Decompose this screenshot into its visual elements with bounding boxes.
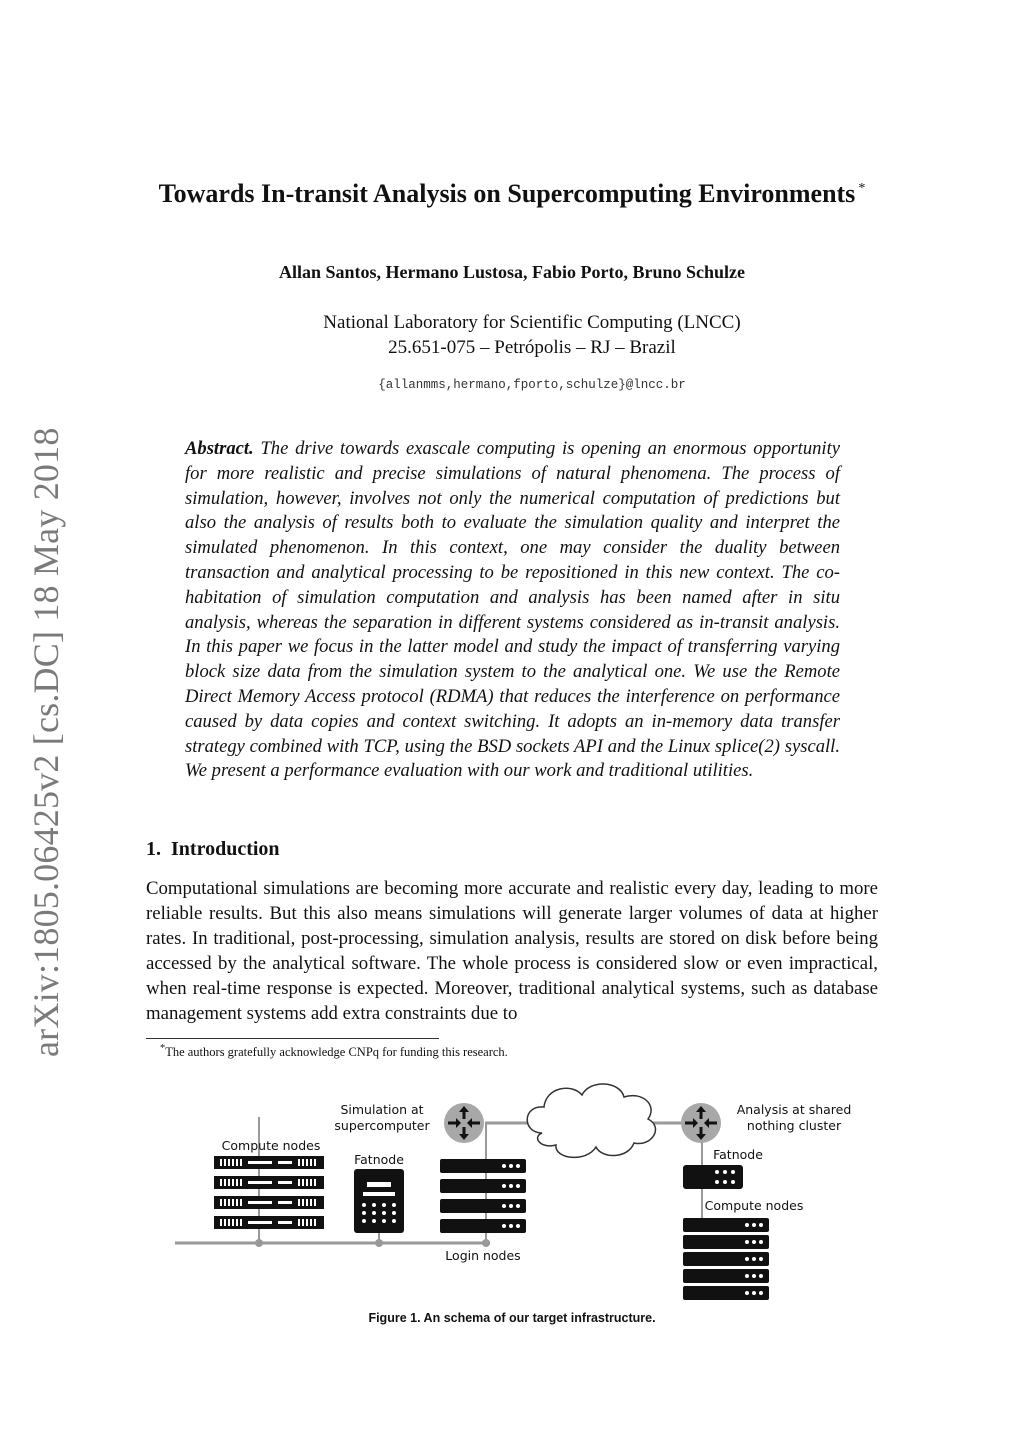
- internet-cloud-icon: [527, 1084, 655, 1157]
- label-fatnode-left: Fatnode: [354, 1152, 404, 1167]
- figure-caption: Figure 1. An schema of our target infrastructure.: [368, 1311, 656, 1325]
- affiliation-line-1: National Laboratory for Scientific Computing (LNCC): [323, 312, 741, 333]
- affiliation: [146, 310, 918, 360]
- intro-paragraph: Computational simulations are becoming more accurate and realistic every day, leading to more reliable results. But this also means simulations will generate larger volumes of data at higher rates. In traditional, post-processing, simulation analysis, results are stored on disk before being accessed by the analytical software. The whole process is considered slow or even impractical, when real-time response is expected. Moreover, traditional analytical systems, such as database management systems add extra constraints due to: [146, 878, 878, 1024]
- label-fatnode-right: Fatnode: [713, 1147, 763, 1162]
- abstract-text: The drive towards exascale computing is opening an enormous opportunity for more realistic and precise simulations of natural phenomena. The process of simulation, however, involves not only the numerical computation of predictions but also the analysis of results both to evaluate the simulation quality and interpret the simulated phenomenon. In this context, one may consider the duality between transaction and analytical processing to be repositioned in this new context. The co-habitation of simulation computation and analysis has been named after in situ analysis, whereas the separation in different systems considered as in-transit analysis. In this paper we focus in the latter model and study the impact of transferring varying block size data from the simulation system to the analytical one. We use the Remote Direct Memory Access protocol (RDMA) that reduces the interference on performance caused by data copies and context switching. It adopts an in-memory data transfer strategy combined with TCP, using the BSD sockets API and the Linux splice(2) syscall. We present a performance evaluation with our work and traditional utilities.: [185, 438, 840, 782]
- login-nodes-rack: [440, 1159, 526, 1233]
- label-simulation-line-2: supercomputer: [334, 1118, 430, 1133]
- affiliation-line-2: 25.651-075 – Petrópolis – RJ – Brazil: [388, 337, 676, 358]
- footnote-divider: [146, 1038, 439, 1039]
- section-title: Introduction: [171, 838, 280, 860]
- label-simulation-line-1: Simulation at: [340, 1102, 424, 1117]
- label-compute-nodes-left: Compute nodes: [221, 1138, 321, 1153]
- footnote: [160, 1043, 508, 1060]
- section-number: 1.: [146, 838, 161, 860]
- arxiv-identifier: arXiv:1805.06425v2 [cs.DC] 18 May 2018: [26, 427, 66, 1057]
- author-list: Allan Santos, Hermano Lustosa, Fabio Porto, Bruno Schulze: [278, 262, 746, 282]
- compute-nodes-left-rack: [214, 1156, 324, 1229]
- label-login-nodes: Login nodes: [445, 1248, 521, 1263]
- abstract: [185, 437, 840, 784]
- footnote-text: The authors gratefully acknowledge CNPq for funding this research.: [165, 1045, 508, 1060]
- router-right-icon: [681, 1103, 721, 1143]
- section-heading: [146, 838, 280, 861]
- label-analysis-line-2: nothing cluster: [746, 1118, 842, 1133]
- router-left-icon: [444, 1103, 484, 1143]
- label-simulation: [324, 1102, 440, 1134]
- paper-title: [146, 172, 878, 211]
- abstract-label: Abstract.: [185, 438, 254, 459]
- author-emails: {allanmms,hermano,fporto,schulze}@lncc.br: [378, 378, 686, 392]
- compute-nodes-right-rack: [683, 1218, 769, 1300]
- footnote-mark: *: [160, 1043, 166, 1054]
- fatnode-server: [354, 1169, 404, 1233]
- title-footnote-mark: *: [858, 181, 866, 196]
- paper-title-text: Towards In-transit Analysis on Supercomputing Environments: [158, 179, 856, 208]
- label-analysis-line-1: Analysis at shared: [736, 1102, 852, 1117]
- fatnode-right-server: [683, 1165, 743, 1189]
- label-compute-nodes-right: Compute nodes: [704, 1198, 804, 1213]
- label-analysis: [724, 1102, 864, 1134]
